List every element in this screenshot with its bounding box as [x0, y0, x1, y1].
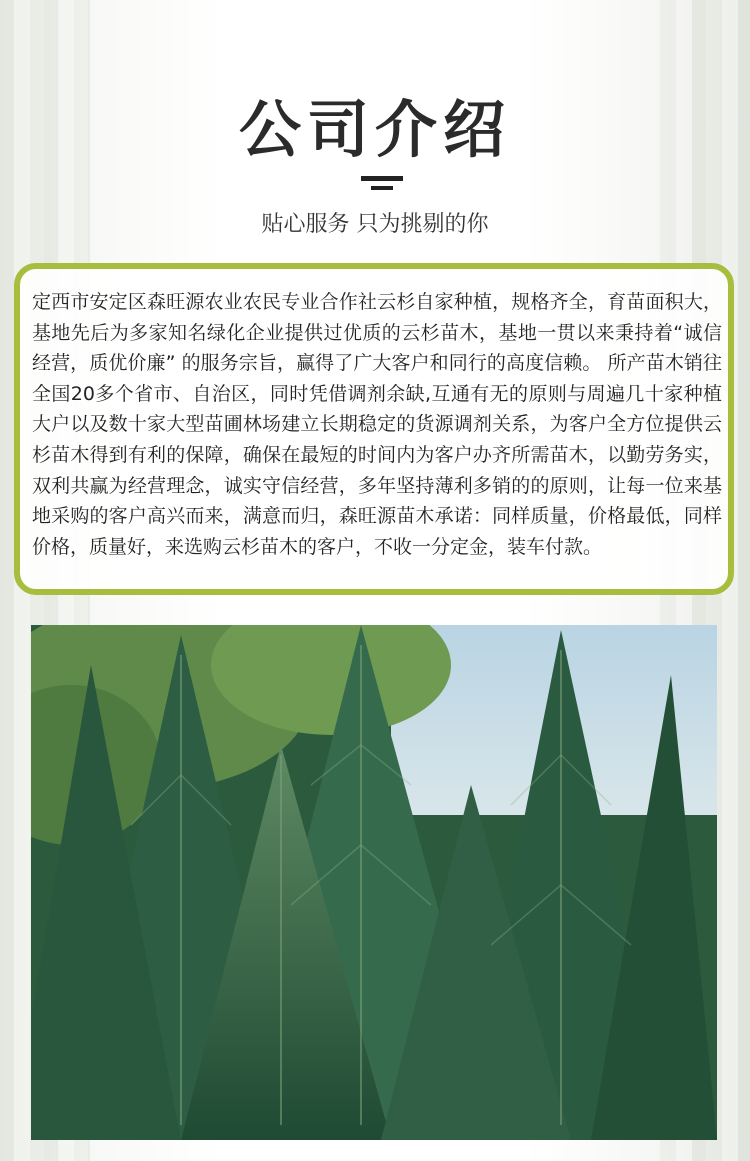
- page-subtitle: 贴心服务 只为挑剔的你: [261, 212, 489, 237]
- title-underline-icon: [361, 176, 403, 192]
- company-intro-text: 定西市安定区森旺源农业农民专业合作社云杉自家种植，规格齐全，育苗面积大，基地先后为多家知名绿化企业提供过优质的云杉苗木，基地一贯以来秉持着“诚信经营，质优价廉” 的服务宗旨，赢得了广大客户和同行的高度信赖。 所产苗木销往全国20多个省市、自治区，同时凭借调剂余缺,互通有无的原则与周遍几十家种植大户以及数十家大型苗圃林场建立长期稳定的货源调剂关系，为客户全方位提供云杉苗木得到有利的保障，确保在最短的时间内为客户办齐所需苗木，以勤劳务实，双利共赢为经营理念，诚实守信经营，多年坚持薄利多销的的原则，让每一位来基地采购的客户高兴而来，满意而归，森旺源苗木承诺：同样质量，价格最低，同样价格，质量好，来选购云杉苗木的客户，不收一分定金，装车付款。: [32, 291, 722, 558]
- page-title: 公司介绍: [238, 93, 511, 166]
- spruce-trees-photo: [31, 625, 717, 1140]
- company-intro-box: [14, 263, 734, 595]
